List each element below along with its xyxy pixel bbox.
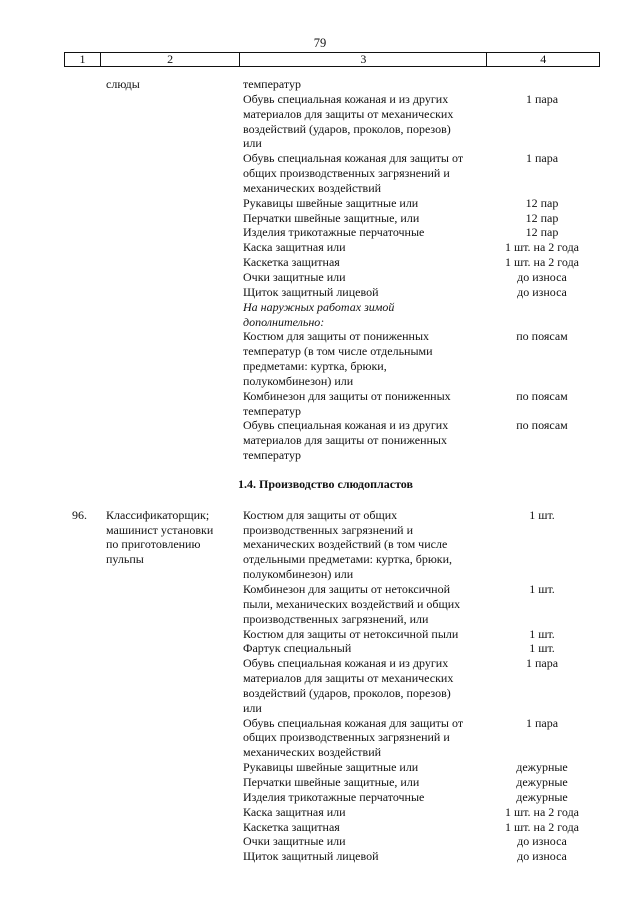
profession-name: слюды <box>106 77 140 91</box>
item-text <box>243 582 493 627</box>
item-line: Перчатки швейные защитные, или <box>243 210 420 225</box>
item-line: Костюм для защиты от общих <box>243 507 398 522</box>
item-line: Обувь специальная кожаная для защиты от <box>243 715 464 730</box>
table-row <box>0 77 640 92</box>
block-96 <box>0 508 640 864</box>
item-text <box>243 77 493 92</box>
block-continuation <box>0 77 640 463</box>
page-number: 79 <box>313 36 327 50</box>
item-line: Обувь специальная кожаная и из других <box>243 418 449 433</box>
item-line: Каска защитная или <box>243 240 346 255</box>
item-line: материалов для защиты от механических <box>243 671 454 686</box>
item-line: температур <box>243 403 302 418</box>
norm-value: 1 шт. на 2 года <box>504 240 580 255</box>
table-row <box>0 92 640 151</box>
item-text <box>243 225 493 240</box>
item-line: дополнительно: <box>243 314 325 329</box>
item-text <box>243 805 493 820</box>
profession-line: машинист установки <box>106 522 214 537</box>
table-row <box>0 285 640 300</box>
item-line: полукомбинезон) или <box>243 567 354 582</box>
item-line: Изделия трикотажные перчаточные <box>243 789 425 804</box>
header-col-2: 2 <box>101 53 240 66</box>
item-line: или <box>243 136 262 151</box>
item-line: Рукавицы швейные защитные или <box>243 760 419 775</box>
item-line: Костюм для защиты от пониженных <box>243 329 430 344</box>
table-row <box>0 627 640 642</box>
item-line: общих производственных загрязнений и <box>243 730 450 745</box>
item-line: Обувь специальная кожаная и из других <box>243 91 449 106</box>
item-text <box>243 641 493 656</box>
item-text <box>243 834 493 849</box>
norm-value: 12 пар <box>525 210 559 225</box>
item-line: полукомбинезон) или <box>243 373 354 388</box>
table-row <box>0 196 640 211</box>
table-row <box>0 820 640 835</box>
table-row <box>0 582 640 627</box>
norm-value: 1 пара <box>525 151 559 166</box>
table-row <box>0 255 640 270</box>
norm-value: 1 шт. на 2 года <box>504 255 580 270</box>
table-row <box>0 849 640 864</box>
item-line: Рукавицы швейные защитные или <box>243 195 419 210</box>
norm-value: 1 шт. <box>529 626 555 641</box>
table-row <box>0 329 640 388</box>
item-line: Изделия трикотажные перчаточные <box>243 225 425 240</box>
item-line: производственных загрязнений и <box>243 522 414 537</box>
item-line: Щиток защитный лицевой <box>243 284 379 299</box>
table-row <box>0 805 640 820</box>
norm-value: 1 пара <box>525 715 559 730</box>
item-text <box>243 285 493 300</box>
norm-value: до износа <box>517 849 567 864</box>
item-line: материалов для защиты от механических <box>243 106 454 121</box>
table-row <box>0 300 640 330</box>
norm-value: дежурные <box>516 760 568 775</box>
table-body <box>0 77 640 864</box>
item-text <box>243 92 493 151</box>
table-row <box>0 240 640 255</box>
norm-value: дежурные <box>516 774 568 789</box>
item-text <box>243 300 493 330</box>
item-line: механических воздействий <box>243 180 382 195</box>
item-line: пыли, механических воздействий и общих <box>243 596 461 611</box>
header-col-1: 1 <box>65 53 101 66</box>
profession-line: по приготовлению <box>106 537 201 552</box>
norm-value: до износа <box>517 834 567 849</box>
profession-name <box>106 508 238 567</box>
item-line: Очки защитные или <box>243 834 346 849</box>
table-row <box>0 151 640 196</box>
item-line: производственных загрязнений, или <box>243 611 429 626</box>
item-line: Обувь специальная кожаная для защиты от <box>243 151 464 166</box>
item-text <box>243 255 493 270</box>
item-line: Перчатки швейные защитные, или <box>243 774 420 789</box>
item-text <box>243 270 493 285</box>
norm-value: по поясам <box>516 388 568 403</box>
item-text <box>243 240 493 255</box>
item-text <box>243 656 493 715</box>
item-line: Каскетка защитная <box>243 255 340 270</box>
item-text <box>243 716 493 761</box>
item-text <box>243 151 493 196</box>
item-line: материалов для защиты от пониженных <box>243 433 447 448</box>
norm-value: 12 пар <box>525 225 559 240</box>
norm-value: по поясам <box>516 418 568 433</box>
item-line: На наружных работах зимой <box>243 299 395 314</box>
table-row <box>0 508 640 582</box>
norm-value: 1 шт. <box>529 641 555 656</box>
table-row <box>0 760 640 775</box>
table-row <box>0 270 640 285</box>
table-row <box>0 225 640 240</box>
row-number: 96. <box>72 507 87 522</box>
section-title: 1.4. Производство слюдопластов <box>238 476 413 491</box>
item-line: Комбинезон для защиты от пониженных <box>243 388 451 403</box>
item-text <box>243 790 493 805</box>
item-text <box>243 627 493 642</box>
item-text <box>243 508 493 582</box>
item-line: механических воздействий <box>243 745 382 760</box>
item-text <box>243 389 493 419</box>
norm-value: до износа <box>517 269 567 284</box>
table-header <box>64 52 600 67</box>
item-line: температур <box>243 448 302 463</box>
item-line: Комбинезон для защиты от нетоксичной <box>243 582 451 596</box>
item-line: Очки защитные или <box>243 269 346 284</box>
item-line: предметами: куртка, брюки, <box>243 359 387 374</box>
item-line: воздействий (ударов, проколов, порезов) <box>243 121 451 136</box>
item-line: Щиток защитный лицевой <box>243 849 379 864</box>
item-text <box>243 820 493 835</box>
table-row <box>0 716 640 761</box>
table-row <box>0 834 640 849</box>
item-line: воздействий (ударов, проколов, порезов) <box>243 685 451 700</box>
norm-value: дежурные <box>516 789 568 804</box>
norm-value: до износа <box>517 284 567 299</box>
item-text <box>243 196 493 211</box>
item-text <box>243 760 493 775</box>
table-row <box>0 389 640 419</box>
item-text <box>243 775 493 790</box>
table-row <box>0 641 640 656</box>
item-line: Каскетка защитная <box>243 819 340 834</box>
item-text <box>243 849 493 864</box>
norm-value: 1 шт. на 2 года <box>504 819 580 834</box>
item-line: или <box>243 700 262 715</box>
table-row <box>0 211 640 226</box>
item-line: отдельными предметами: куртка, брюки, <box>243 552 453 567</box>
item-line: Каска защитная или <box>243 804 346 819</box>
item-line: Обувь специальная кожаная и из других <box>243 656 449 671</box>
item-text <box>243 211 493 226</box>
norm-value: 1 шт. <box>529 507 555 522</box>
norm-value: 1 шт. на 2 года <box>504 804 580 819</box>
norm-value: по поясам <box>516 329 568 344</box>
profession-line: Классификаторщик; <box>106 507 210 522</box>
norm-value: 1 шт. <box>529 582 555 596</box>
item-line: общих производственных загрязнений и <box>243 166 450 181</box>
item-text <box>243 418 493 463</box>
item-line: Фартук специальный <box>243 641 352 656</box>
table-row <box>0 775 640 790</box>
item-line: температур (в том числе отдельными <box>243 344 433 359</box>
norm-value: 12 пар <box>525 195 559 210</box>
norm-value: 1 пара <box>525 656 559 671</box>
header-col-4: 4 <box>540 52 547 66</box>
table-row <box>0 656 640 715</box>
item-line: механических воздействий (в том числе <box>243 537 448 552</box>
item-text <box>243 329 493 388</box>
norm-value: 1 пара <box>525 91 559 106</box>
table-row <box>0 790 640 805</box>
profession-line: пульпы <box>106 552 144 567</box>
item-line: температур <box>243 77 302 91</box>
header-col-3: 3 <box>240 53 487 66</box>
table-row <box>0 418 640 463</box>
item-line: Костюм для защиты от нетоксичной пыли <box>243 626 459 641</box>
